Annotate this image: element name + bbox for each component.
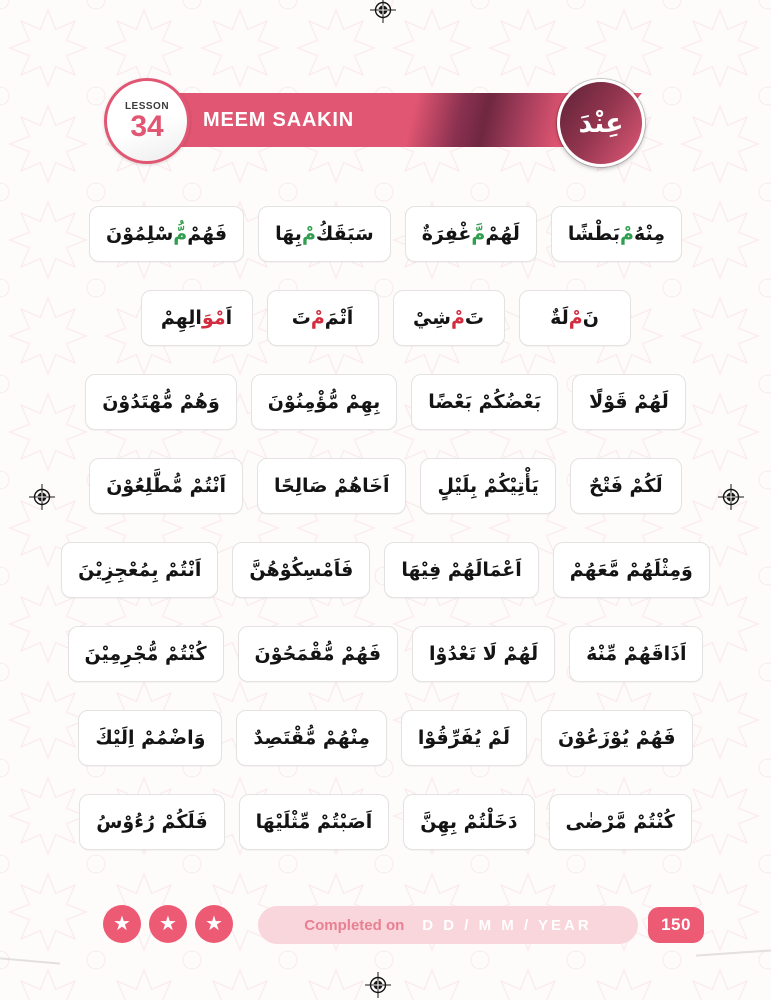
phrase-box <box>411 374 558 430</box>
star-badge <box>149 905 187 943</box>
phrase-text: لَهُمْ قَوْلًا <box>589 391 669 413</box>
phrase-text: لَكُمْ فَتْحٌ <box>589 475 663 497</box>
phrase-box <box>551 206 682 262</box>
completed-on-pill <box>258 906 638 944</box>
phrase-grid <box>40 206 731 878</box>
star-icon: ★ <box>113 913 131 935</box>
tajweed-highlight-red: مْوَ <box>201 307 226 329</box>
scan-edge-line <box>696 949 771 956</box>
phrase-text: دَخَلْتُمْ بِهِنَّ <box>420 811 518 833</box>
phrase-text: غْفِرَةٌ <box>421 223 472 245</box>
registration-mark-icon <box>370 0 396 23</box>
phrase-text: تَ <box>291 307 311 329</box>
phrase-text: اَنْتُمْ بِمُعْجِزِيْنَ <box>78 559 202 581</box>
tajweed-highlight-green: مْ <box>620 223 634 245</box>
phrase-box <box>569 626 703 682</box>
registration-mark-icon <box>29 484 55 510</box>
phrase-row <box>40 794 731 850</box>
phrase-text: لَمْ يُفَرِّقُوْا <box>417 727 511 749</box>
tajweed-highlight-green: مَّ <box>471 223 486 245</box>
phrase-text: سَبَقَكُ <box>315 223 374 245</box>
phrase-box <box>257 458 406 514</box>
rating-stars <box>103 905 233 943</box>
phrase-text: شِيْ <box>413 307 451 329</box>
phrase-box <box>89 206 244 262</box>
phrase-text: بِهَا <box>275 223 302 245</box>
phrase-text: مِنْهُ <box>633 223 666 245</box>
registration-mark-icon <box>718 484 744 510</box>
phrase-box <box>68 626 224 682</box>
phrase-text: وَهُمْ مُّهْتَدُوْنَ <box>102 391 220 413</box>
phrase-box <box>85 374 237 430</box>
date-placeholder: D D / M M / YEAR <box>422 916 592 934</box>
star-badge <box>103 905 141 943</box>
scan-edge-line <box>0 957 60 964</box>
arabic-word: عِنْدَ <box>578 107 624 139</box>
phrase-row <box>40 626 731 682</box>
lesson-title: MEEM SAAKIN <box>203 109 355 131</box>
phrase-text: كُنْتُمْ مَّرْضٰى <box>565 811 675 833</box>
phrase-row <box>40 290 731 346</box>
phrase-box <box>519 290 631 346</box>
phrase-box <box>267 290 379 346</box>
lesson-number: 34 <box>130 109 164 143</box>
tajweed-highlight-green: مْ <box>301 223 316 245</box>
phrase-row <box>40 458 731 514</box>
phrase-text: اَتْمَ <box>324 307 354 329</box>
phrase-row <box>40 542 731 598</box>
phrase-text: اَعْمَالَهُمْ فِيْهَا <box>401 559 522 581</box>
phrase-text: فَهُمْ <box>187 223 228 245</box>
phrase-text: اَصَبْتُمْ مِّثْلَيْهَا <box>255 811 373 833</box>
page-footer <box>0 905 771 945</box>
arabic-word-badge <box>557 79 645 167</box>
phrase-text: كُنْتُمْ مُّجْرِمِيْنَ <box>84 643 207 665</box>
phrase-box <box>239 794 390 850</box>
phrase-row <box>40 374 731 430</box>
phrase-box <box>572 374 686 430</box>
phrase-row <box>40 206 731 262</box>
phrase-box <box>403 794 534 850</box>
phrase-box <box>89 458 243 514</box>
phrase-box <box>78 710 222 766</box>
completed-on-label: Completed on <box>304 916 405 934</box>
star-icon: ★ <box>159 913 177 935</box>
phrase-text: وَمِثْلَهُمْ مَّعَهُمْ <box>569 559 693 581</box>
phrase-text: اَنْتُمْ مُّطَّلِعُوْنَ <box>106 475 226 497</box>
phrase-text: لَهُمْ لَا تَعْدُوْا <box>429 643 539 665</box>
phrase-box <box>251 374 398 430</box>
lesson-label: LESSON <box>124 100 170 112</box>
registration-mark-icon <box>365 972 391 998</box>
phrase-text: لَهُمْ <box>485 223 520 245</box>
phrase-text: فَهُمْ مُّقْمَحُوْنَ <box>254 643 382 665</box>
phrase-box <box>405 206 537 262</box>
phrase-box <box>420 458 555 514</box>
phrase-box <box>61 542 218 598</box>
phrase-box <box>384 542 538 598</box>
phrase-text: نَ <box>582 307 599 329</box>
phrase-box <box>549 794 692 850</box>
phrase-box <box>236 710 386 766</box>
phrase-box <box>570 458 682 514</box>
phrase-text: الِهِمْ <box>160 307 202 329</box>
phrase-text: بَطْشًا <box>567 223 621 245</box>
phrase-box <box>393 290 505 346</box>
tajweed-highlight-red: مْ <box>568 307 583 329</box>
tajweed-highlight-green: مُّ <box>173 223 188 245</box>
phrase-text: سْلِمُوْنَ <box>105 223 174 245</box>
tajweed-highlight-red: مْ <box>450 307 465 329</box>
phrase-text: بِهِمْ مُّؤْمِنُوْنَ <box>267 391 381 413</box>
phrase-box <box>412 626 555 682</box>
phrase-text: وَاضْمُمْ اِلَيْكَ <box>95 727 206 749</box>
tajweed-highlight-red: مْ <box>310 307 325 329</box>
page-number-badge: 150 <box>648 907 704 943</box>
phrase-text: اَخَاهُمْ صَالِحًا <box>274 475 390 497</box>
phrase-text: تَ <box>464 307 484 329</box>
phrase-text: فَلَكُمْ رُءُوْسُ <box>96 811 208 833</box>
phrase-text: اَذَاقَهُمْ مِّنْهُ <box>586 643 687 665</box>
phrase-box <box>79 794 224 850</box>
phrase-text: لَةٌ <box>550 307 569 329</box>
phrase-text: فَاَمْسِكُوْهُنَّ <box>249 559 354 581</box>
phrase-text: فَهُمْ يُوْزَعُوْنَ <box>558 727 676 749</box>
phrase-box <box>541 710 693 766</box>
star-icon: ★ <box>205 913 223 935</box>
star-badge <box>195 905 233 943</box>
phrase-box <box>401 710 527 766</box>
phrase-box <box>238 626 399 682</box>
lesson-number-badge <box>104 78 190 164</box>
phrase-text: مِنْهُمْ مُّقْتَصِدٌ <box>253 727 370 749</box>
phrase-text: اَ <box>225 307 233 329</box>
phrase-row <box>40 710 731 766</box>
phrase-box <box>141 290 253 346</box>
phrase-box <box>553 542 710 598</box>
phrase-text: بَعْضُكُمْ بَعْضًا <box>428 391 542 413</box>
phrase-box <box>258 206 391 262</box>
phrase-box <box>232 542 370 598</box>
phrase-text: يَأْتِيْكُمْ بِلَيْلٍ <box>437 475 539 497</box>
